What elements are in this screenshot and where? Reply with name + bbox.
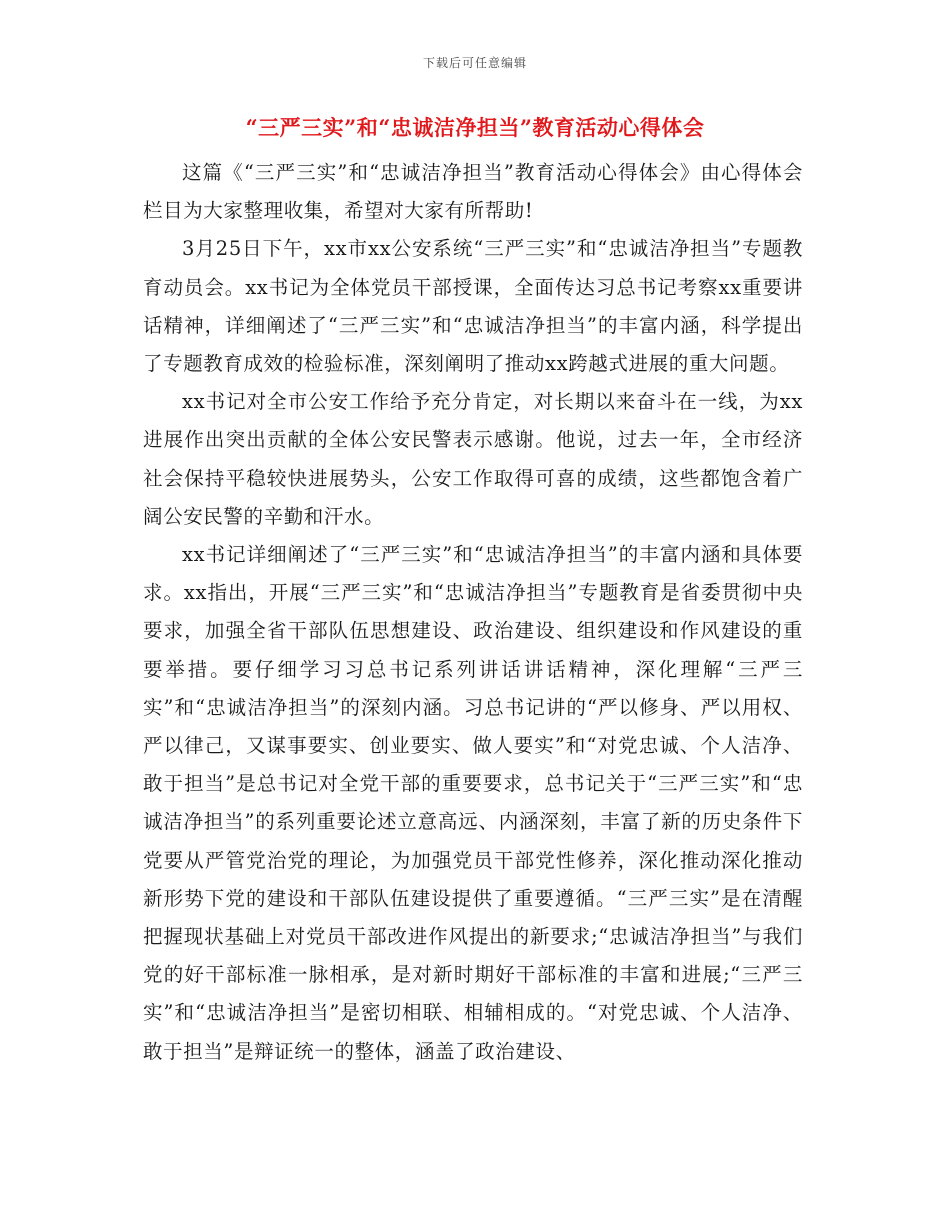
paragraph-requirements: xx书记详细阐述了“三严三实”和“忠诚洁净担当”的丰富内涵和具体要求。xx指出，开展“三严三实”和“忠诚洁净担当”专题教育是省委贯彻中央要求，加强全省干部队伍思想建设、政治建设、组织建设和作风建设的重要举措。要仔细学习习总书记系列讲话讲话精神，深化理解“三严三实”和“忠诚洁净担当”的深刻内涵。习总书记讲的“严以修身、严以用权、严以律己，又谋事要实、创业要实、做人要实”和“对党忠诚、个人洁净、敢于担当”是总书记对全党干部的重要要求，总书记关于“三严三实”和“忠诚洁净担当”的系列重要论述立意高远、内涵深刻，丰富了新的历史条件下党要从严管党治党的理论，为加强党员干部党性修养，深化推动深化推动新形势下党的建设和干部队伍建设提供了重要遵循。“三严三实”是在清醒把握现状基础上对党员干部改进作风提出的新要求;“忠诚洁净担当”与我们党的好干部标准一脉相承，是对新时期好干部标准的丰富和进展;“三严三实”和“忠诚洁净担当”是密切相联、相辅相成的。“对党忠诚、个人洁净、敢于担当”是辩证统一的整体，涵盖了政治建设、 bbox=[143, 543, 803, 1063]
document-body bbox=[143, 154, 803, 1071]
paragraph-meeting: 3月25日下午，xx市xx公安系统“三严三实”和“忠诚洁净担当”专题教育动员会。xx书记为全体党员干部授课，全面传达习总书记考察xx重要讲话精神，详细阐述了“三严三实”和“忠诚洁净担当”的丰富内涵，科学提出了专题教育成效的检验标准，深刻阐明了推动xx跨越式进展的重大问题。 bbox=[143, 237, 803, 376]
header-note: 下载后可任意编辑 bbox=[422, 56, 527, 70]
document-title: “三严三实”和“忠诚洁净担当”教育活动心得体会 bbox=[245, 115, 705, 140]
paragraph-intro: 这篇《“三严三实”和“忠诚洁净担当”教育活动心得体会》由心得体会栏目为大家整理收集，希望对大家有所帮助! bbox=[143, 161, 803, 223]
paragraph-affirmation: xx书记对全市公安工作给予充分肯定，对长期以来奋斗在一线，为xx进展作出突出贡献的全体公安民警表示感谢。他说，过去一年，全市经济社会保持平稳较快进展势头，公安工作取得可喜的成绩，这些都饱含着广阔公安民警的辛勤和汗水。 bbox=[143, 390, 803, 528]
